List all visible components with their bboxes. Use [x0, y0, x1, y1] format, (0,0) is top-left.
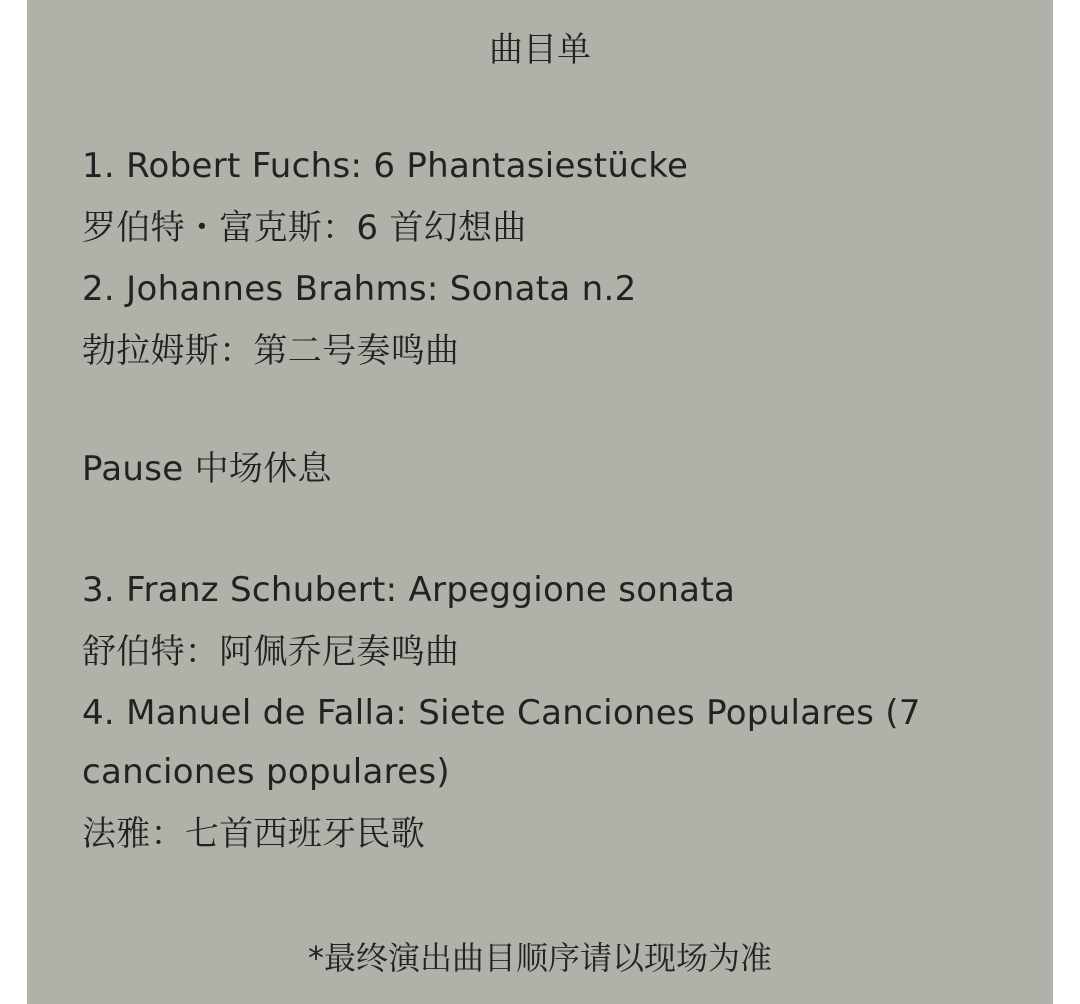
- program-item-4-title: 4. Manuel de Falla: Siete Canciones Populares (7: [82, 693, 921, 733]
- program-item-4-chinese: 法雅：七首西班牙民歌: [82, 814, 425, 854]
- intermission-label: Pause 中场休息: [82, 449, 332, 489]
- program-item-1-chinese: 罗伯特・富克斯：6 首幻想曲: [82, 208, 527, 248]
- program-item-1-title: 1. Robert Fuchs: 6 Phantasiestücke: [82, 146, 689, 186]
- program-item-3-title: 3. Franz Schubert: Arpeggione sonata: [82, 570, 736, 610]
- program-item-4-title-continued: canciones populares): [82, 752, 450, 792]
- program-order-note: *最终演出曲目顺序请以现场为准: [307, 939, 772, 977]
- program-title: 曲目单: [489, 30, 591, 70]
- program-card: [27, 0, 1053, 1004]
- program-item-2-chinese: 勃拉姆斯：第二号奏鸣曲: [82, 331, 460, 371]
- program-item-3-chinese: 舒伯特：阿佩乔尼奏鸣曲: [82, 632, 460, 672]
- program-item-2-title: 2. Johannes Brahms: Sonata n.2: [82, 269, 637, 309]
